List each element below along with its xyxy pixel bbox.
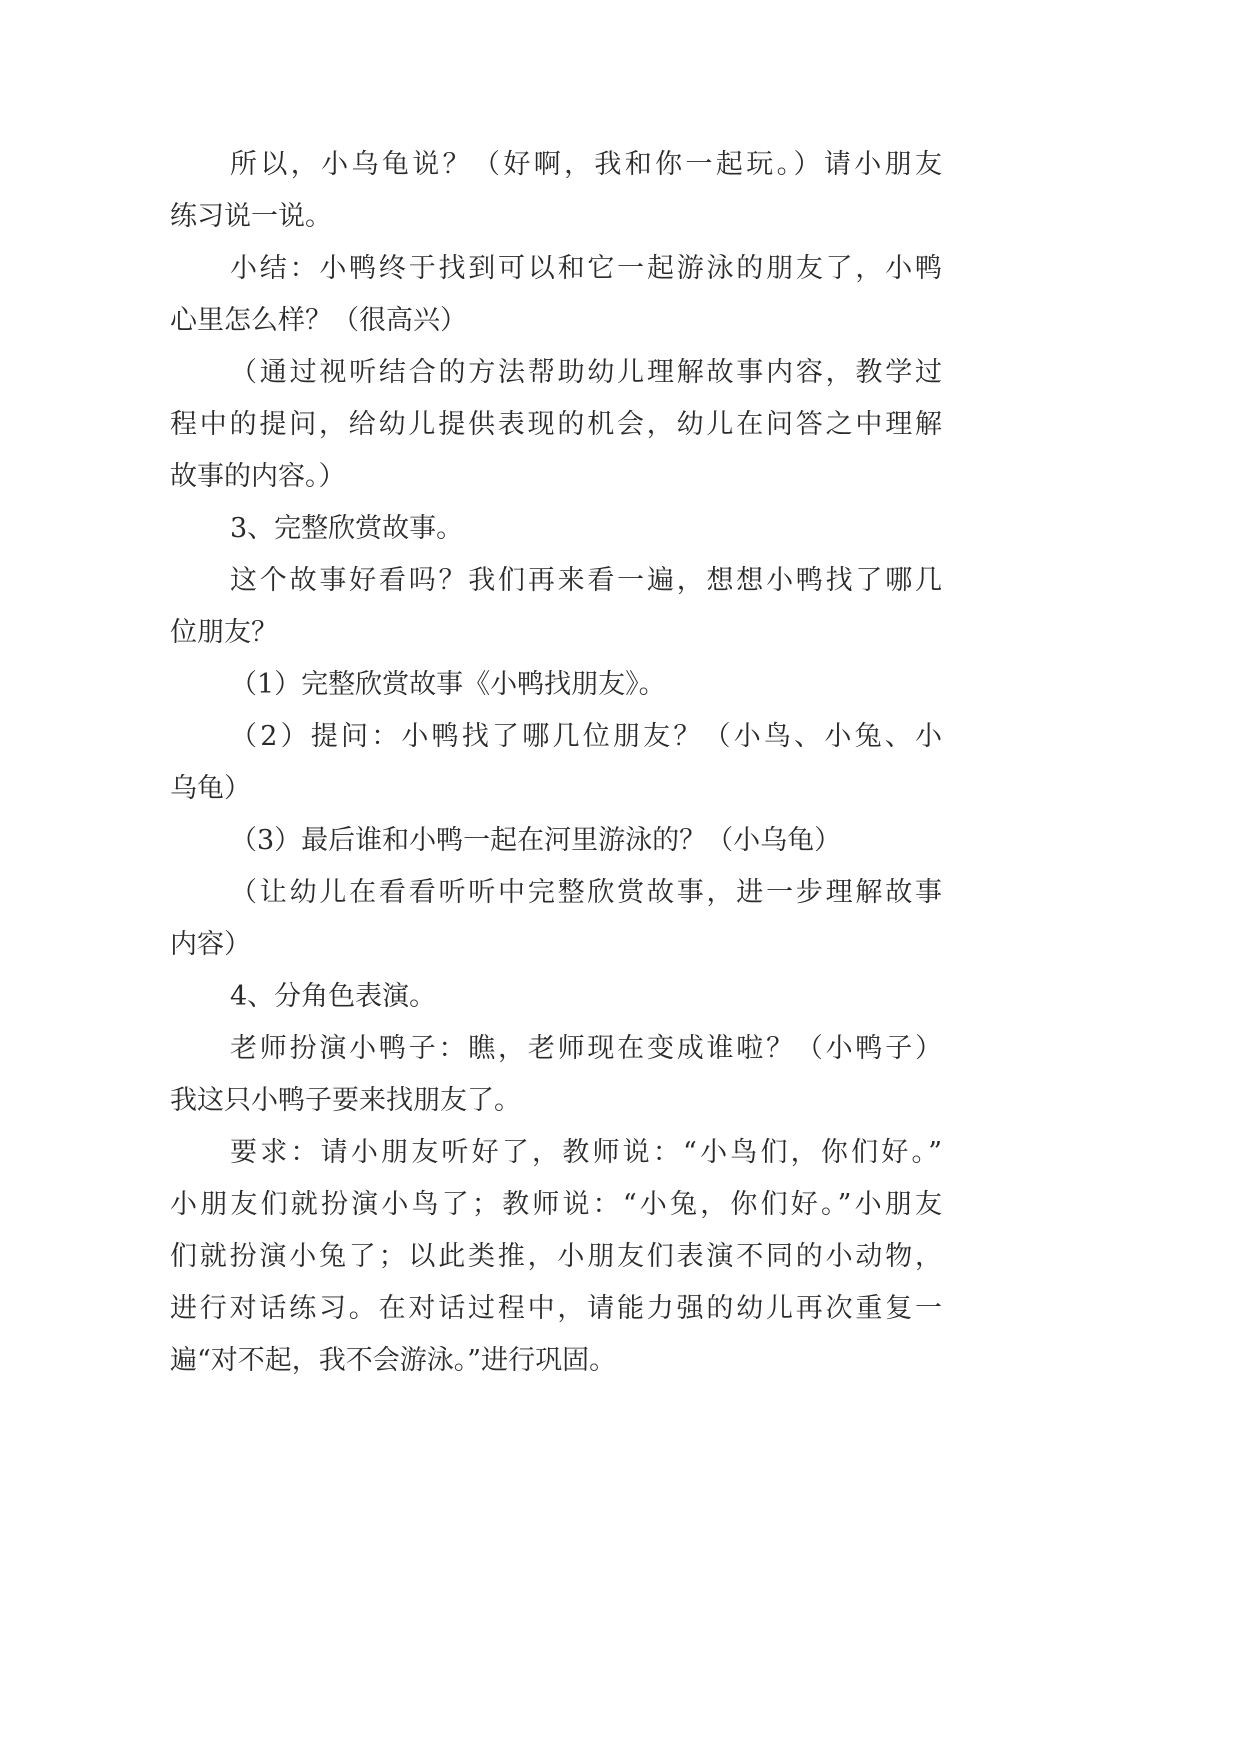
text-line: 乌龟）: [170, 773, 251, 804]
text-line: （2）提问：小鸭找了哪几位朋友？（小鸟、小兔、小: [230, 721, 942, 752]
text-line: 内容）: [170, 929, 251, 960]
text-line: （让幼儿在看看听听中完整欣赏故事，进一步理解故事: [230, 877, 942, 908]
text-line: 故事的内容。）: [170, 461, 346, 492]
text-line: 遍“对不起，我不会游泳。”进行巩固。: [170, 1345, 617, 1376]
paragraph: [170, 555, 942, 659]
list-item: [170, 815, 942, 867]
document-body: [170, 139, 942, 1387]
text-line: 要求：请小朋友听好了，教师说：“小鸟们，你们好。”: [230, 1137, 942, 1168]
text-line: 3、完整欣赏故事。: [230, 513, 464, 544]
text-line: 这个故事好看吗？我们再来看一遍，想想小鸭找了哪几: [230, 565, 942, 596]
paragraph: [170, 139, 942, 243]
paragraph: [170, 347, 942, 503]
text-line: 心里怎么样？（很高兴）: [170, 305, 467, 336]
section-heading: [170, 971, 942, 1023]
paragraph: [170, 1023, 942, 1127]
list-item: [170, 659, 942, 711]
text-line: 练习说一说。: [170, 201, 332, 232]
text-line: （通过视听结合的方法帮助幼儿理解故事内容，教学过: [230, 357, 942, 388]
text-line: 我这只小鸭子要来找朋友了。: [170, 1085, 521, 1116]
paragraph: [170, 867, 942, 971]
text-line: 进行对话练习。在对话过程中，请能力强的幼儿再次重复一: [170, 1293, 942, 1324]
text-line: 小朋友们就扮演小鸟了；教师说：“小兔，你们好。”小朋友: [170, 1189, 942, 1220]
paragraph: [170, 243, 942, 347]
text-line: 老师扮演小鸭子：瞧，老师现在变成谁啦？（小鸭子）: [230, 1033, 942, 1064]
paragraph: [170, 1127, 942, 1387]
text-line: （1）完整欣赏故事《小鸭找朋友》。: [230, 669, 666, 700]
text-line: 位朋友？: [170, 617, 278, 648]
text-line: 所以，小乌龟说？（好啊，我和你一起玩。）请小朋友: [230, 149, 942, 180]
text-line: 4、分角色表演。: [230, 981, 437, 1012]
text-line: 程中的提问，给幼儿提供表现的机会，幼儿在问答之中理解: [170, 409, 942, 440]
text-line: （3）最后谁和小鸭一起在河里游泳的？（小乌龟）: [230, 825, 842, 856]
section-heading: [170, 503, 942, 555]
text-line: 小结：小鸭终于找到可以和它一起游泳的朋友了，小鸭: [230, 253, 942, 284]
list-item: [170, 711, 942, 815]
text-line: 们就扮演小兔了；以此类推，小朋友们表演不同的小动物，: [170, 1241, 942, 1272]
